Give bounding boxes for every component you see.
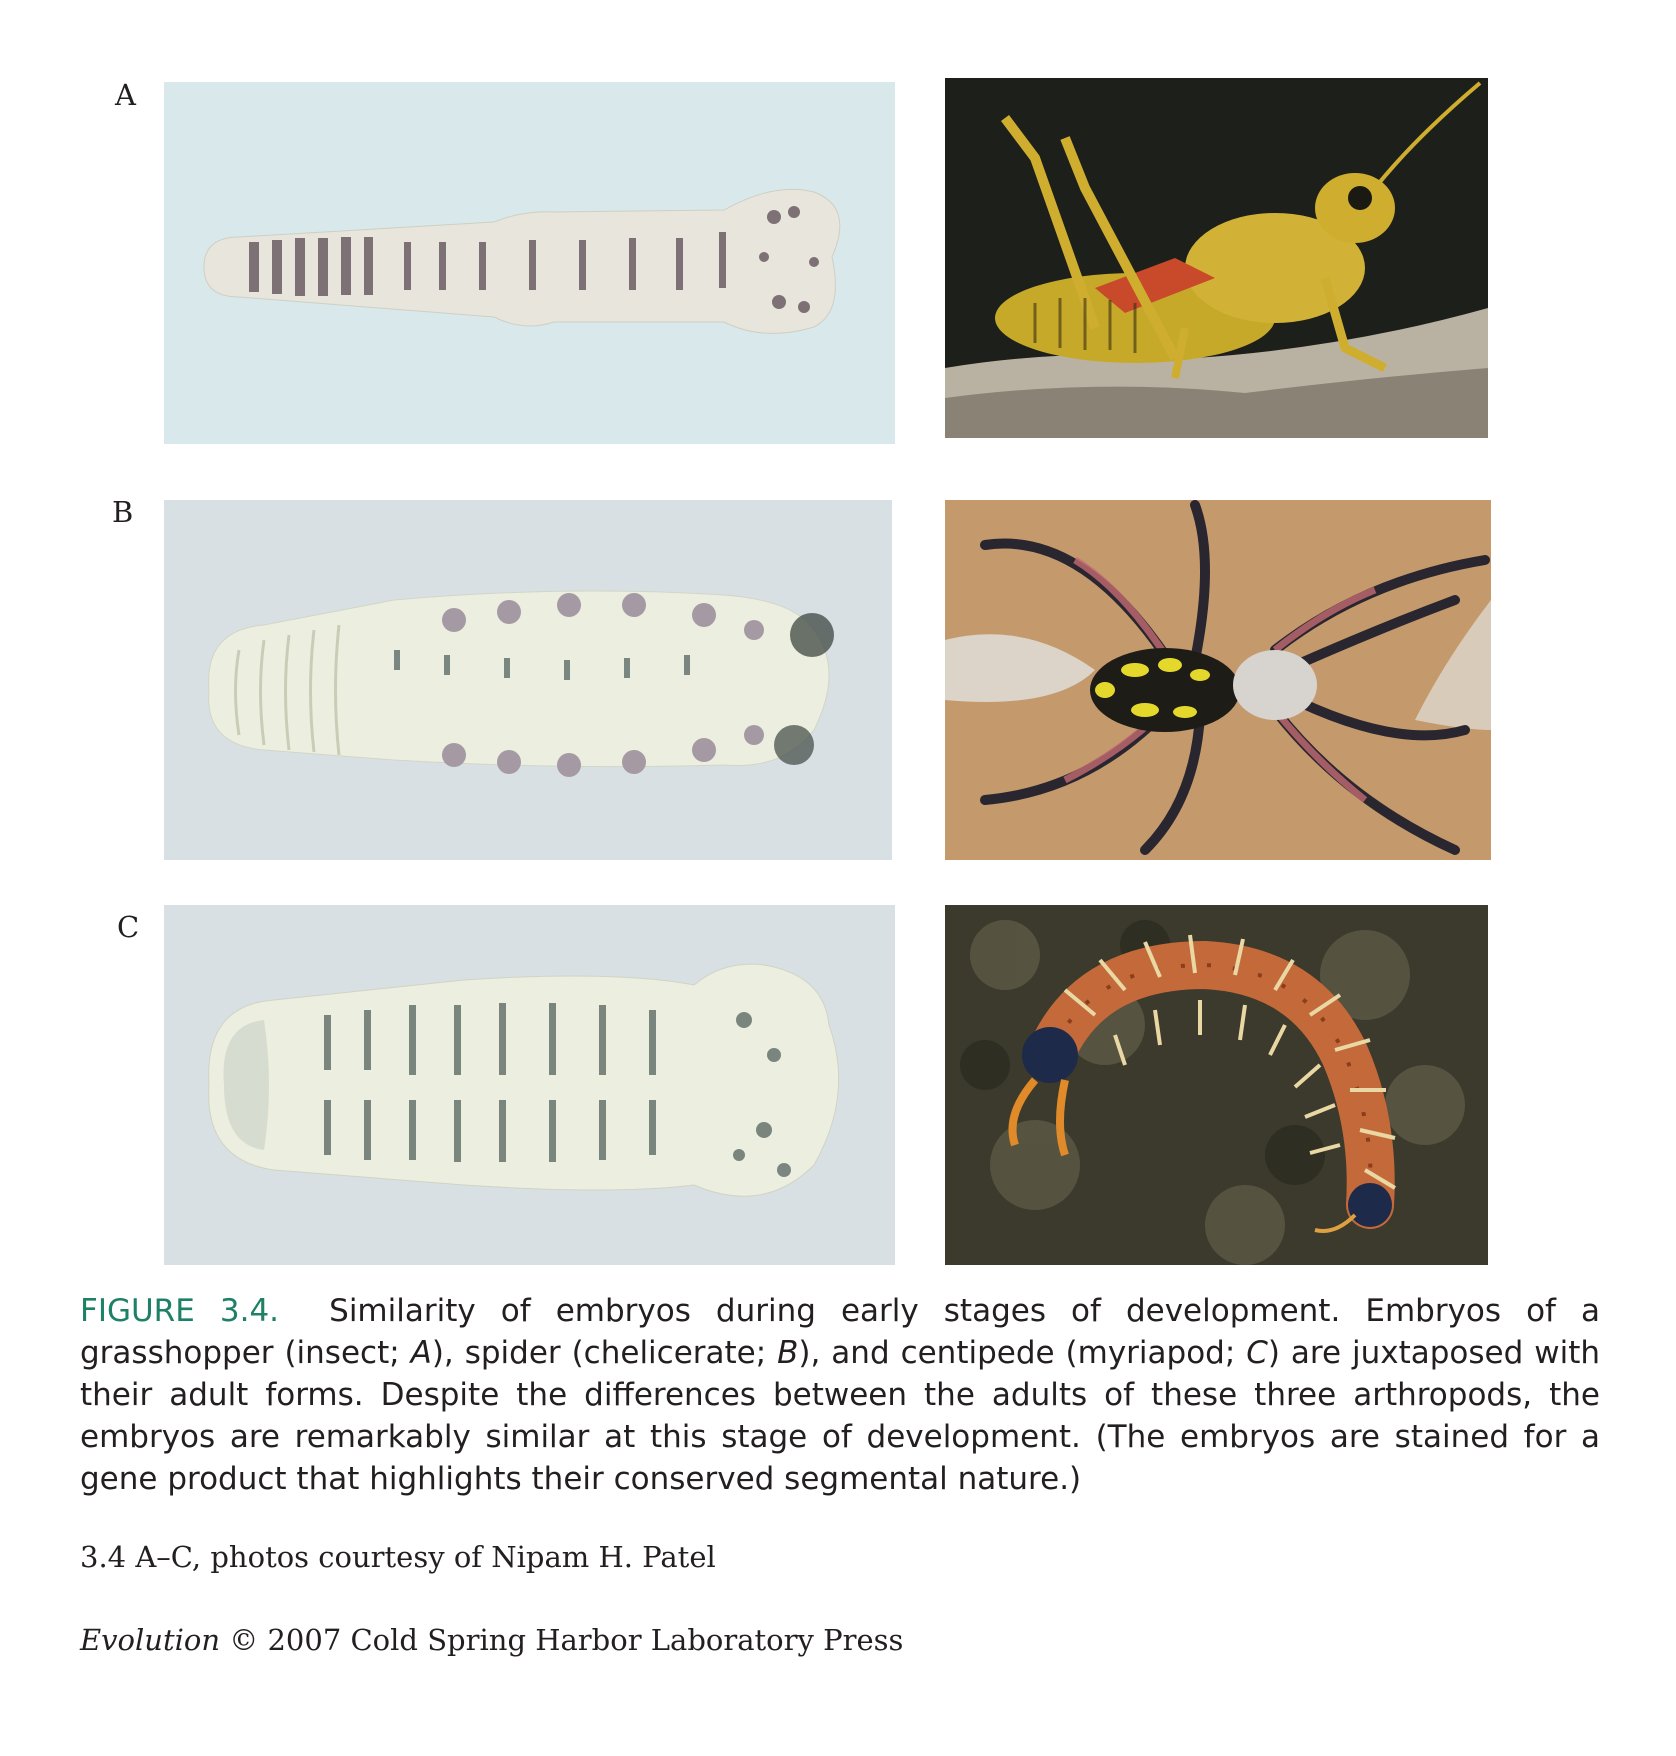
panel-label-c: C: [117, 910, 140, 944]
grasshopper-photo: [945, 78, 1488, 438]
caption-italic-b: B: [777, 1335, 799, 1371]
figure-caption: [80, 1290, 1600, 1500]
panel-label-b: B: [112, 495, 134, 529]
caption-italic-a: A: [410, 1335, 432, 1371]
spider-photo: [945, 500, 1491, 860]
caption-text-4: ) are juxtaposed with their adult forms. Despite the differences between the adults of these three arthropods, the embryos are remarkably similar at this stage of development. (The embryos are stained for a gene product that highlights their conserved segmental nature.): [80, 1335, 1600, 1497]
copyright-line: [80, 1623, 903, 1657]
grasshopper-embryo-image: [164, 82, 895, 444]
caption-text-3: ), and centipede (myriapod;: [798, 1335, 1247, 1371]
caption-text-2: ), spider (chelicerate;: [431, 1335, 778, 1371]
figure-label: FIGURE 3.4.: [80, 1293, 280, 1329]
panel-label-a: A: [115, 78, 136, 112]
spider-embryo-image: [164, 500, 892, 860]
photo-credit: 3.4 A–C, photos courtesy of Nipam H. Patel: [80, 1540, 716, 1574]
caption-italic-c: C: [1246, 1335, 1268, 1371]
book-title: Evolution: [80, 1623, 221, 1657]
caption-text-1: Similarity of embryos during early stages of development. Embryos of a grasshopper (insect;: [80, 1293, 1601, 1371]
centipede-embryo-image: [164, 905, 895, 1265]
centipede-photo: [945, 905, 1488, 1265]
copyright-text: © 2007 Cold Spring Harbor Laboratory Press: [220, 1623, 904, 1657]
